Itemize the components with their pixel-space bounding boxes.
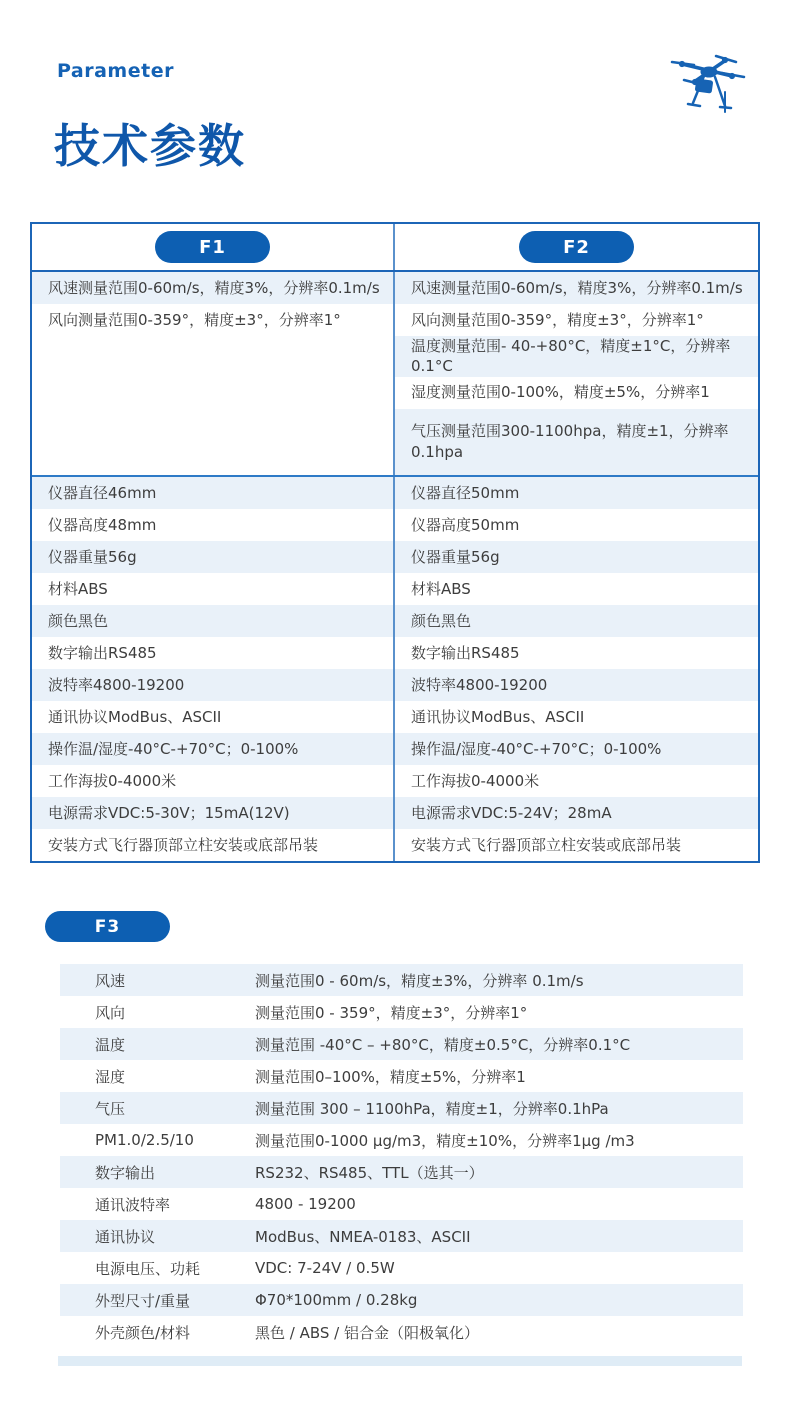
- table-row: [60, 1188, 743, 1220]
- sensor-spec-section: [32, 272, 758, 477]
- f1-operating-range: 操作温/湿度-40°C-+70°C；0-100%: [32, 733, 395, 765]
- f2-humidity-row: 湿度测量范围0-100%，精度±5%，分辨率1: [411, 383, 710, 402]
- f2-wind-direction-row: 风向测量范围0-359°，精度±3°，分辨率1°: [411, 310, 704, 329]
- f2-model-badge: F2: [519, 231, 634, 263]
- f1-mounting: 安装方式飞行器顶部立柱安装或底部吊装: [32, 829, 395, 861]
- f3-pm-value: 测量范围0-1000 μg/m3，精度±10%，分辨率1μg /m3: [255, 1131, 635, 1150]
- f3-protocol-value: ModBus、NMEA-0183、ASCII: [255, 1227, 471, 1246]
- table-row: [60, 1156, 743, 1188]
- f1-baud-rate: 波特率4800-19200: [32, 669, 395, 701]
- f3-wind-speed-value: 测量范围0 - 60m/s，精度±3%，分辨率 0.1m/s: [255, 971, 584, 990]
- f2-baud-rate: 波特率4800-19200: [411, 676, 548, 694]
- f1-protocol: 通讯协议ModBus、ASCII: [32, 701, 395, 733]
- f2-protocol: 通讯协议ModBus、ASCII: [411, 708, 585, 726]
- f2-height: 仪器高度50mm: [411, 516, 520, 534]
- table-row: [32, 477, 758, 509]
- table-row: [60, 1220, 743, 1252]
- table-row: [32, 573, 758, 605]
- table-row: [32, 541, 758, 573]
- table-row: [60, 1284, 743, 1316]
- f2-material: 材料ABS: [411, 580, 471, 598]
- f3-humidity-label: 湿度: [95, 1067, 126, 1086]
- table-row: [60, 1092, 743, 1124]
- f2-color: 颜色黑色: [411, 612, 472, 630]
- f1-header-cell: [32, 224, 395, 270]
- table-row: [32, 509, 758, 541]
- f2-wind-speed-row: 风速测量范围0-60m/s，精度3%，分辨率0.1m/s: [395, 272, 758, 304]
- f3-digital-output-value: RS232、RS485、TTL（选其一）: [255, 1163, 484, 1182]
- comparison-table-header: [32, 224, 758, 272]
- f3-humidity-value: 测量范围0–100%，精度±5%，分辨率1: [255, 1067, 526, 1086]
- f2-power: 电源需求VDC:5-24V；28mA: [411, 804, 612, 822]
- f3-pressure-label: 气压: [95, 1099, 126, 1118]
- f3-dimensions-value: Φ70*100mm / 0.28kg: [255, 1291, 418, 1309]
- f1-model-badge: F1: [155, 231, 270, 263]
- f3-wind-speed-label: 风速: [95, 971, 126, 990]
- f3-baud-rate-value: 4800 - 19200: [255, 1195, 356, 1213]
- f3-pressure-value: 测量范围 300 – 1100hPa，精度±1，分辨率0.1hPa: [255, 1099, 609, 1118]
- f3-power-value: VDC: 7-24V / 0.5W: [255, 1259, 395, 1277]
- f2-operating-range: 操作温/湿度-40°C-+70°C；0-100%: [411, 740, 662, 758]
- table-row: [32, 637, 758, 669]
- bottom-accent-strip: [58, 1356, 742, 1366]
- page-title: 技术参数: [54, 119, 246, 173]
- eyebrow-label: Parameter: [57, 60, 174, 82]
- f2-pressure-row: 气压测量范围300-1100hpa，精度±1，分辨率 0.1hpa: [395, 409, 758, 475]
- f2-diameter: 仪器直径50mm: [411, 484, 520, 502]
- f2-header-cell: [395, 224, 758, 270]
- f1-color: 颜色黑色: [32, 605, 395, 637]
- f2-altitude: 工作海拔0-4000米: [411, 772, 540, 790]
- drone-icon: [668, 48, 750, 122]
- f1-altitude: 工作海拔0-4000米: [32, 765, 395, 797]
- table-row: [32, 797, 758, 829]
- table-row: [60, 964, 743, 996]
- f3-baud-rate-label: 通讯波特率: [95, 1195, 171, 1214]
- f3-housing-label: 外壳颜色/材料: [95, 1323, 191, 1342]
- table-row: [32, 701, 758, 733]
- f1-wind-speed-row: 风速测量范围0-60m/s，精度3%，分辨率0.1m/s: [32, 272, 393, 304]
- f3-temperature-value: 测量范围 -40°C – +80°C，精度±0.5°C，分辨率0.1°C: [255, 1035, 631, 1054]
- table-row: [32, 765, 758, 797]
- f1-sensor-column: [32, 272, 395, 475]
- f3-temperature-label: 温度: [95, 1035, 126, 1054]
- f1-material: 材料ABS: [32, 573, 395, 605]
- table-row: [32, 829, 758, 861]
- f3-pm-label: PM1.0/2.5/10: [95, 1131, 194, 1149]
- table-row: [60, 1028, 743, 1060]
- table-row: [32, 605, 758, 637]
- f3-protocol-label: 通讯协议: [95, 1227, 156, 1246]
- f3-wind-direction-label: 风向: [95, 1003, 126, 1022]
- f1-empty-area: [32, 336, 393, 475]
- general-spec-section: [32, 477, 758, 861]
- f2-sensor-column: [395, 272, 758, 475]
- f2-weight: 仪器重量56g: [411, 548, 500, 566]
- f3-dimensions-label: 外型尺寸/重量: [95, 1291, 191, 1310]
- f3-digital-output-label: 数字输出: [95, 1163, 156, 1182]
- table-row: [60, 1252, 743, 1284]
- f2-mounting: 安装方式飞行器顶部立柱安装或底部吊装: [411, 836, 682, 854]
- f2-temperature-row: 温度测量范围- 40-+80°C，精度±1°C，分辨率0.1°C: [395, 336, 758, 377]
- table-row: [60, 1316, 743, 1348]
- f1-weight: 仪器重量56g: [32, 541, 395, 573]
- f1-f2-comparison-table: [30, 222, 760, 863]
- f1-digital-output: 数字输出RS485: [32, 637, 395, 669]
- f2-digital-output: 数字输出RS485: [411, 644, 520, 662]
- f3-housing-value: 黑色 / ABS / 铝合金（阳极氧化）: [255, 1323, 479, 1342]
- f3-spec-table: [60, 964, 743, 1348]
- table-row: [60, 1060, 743, 1092]
- table-row: [32, 669, 758, 701]
- f3-model-badge: F3: [45, 911, 170, 942]
- table-row: [60, 996, 743, 1028]
- table-row: [32, 733, 758, 765]
- f1-height: 仪器高度48mm: [32, 509, 395, 541]
- f1-diameter: 仪器直径46mm: [32, 477, 395, 509]
- f1-wind-direction-row: 风向测量范围0-359°，精度±3°，分辨率1°: [48, 310, 341, 329]
- f1-power: 电源需求VDC:5-30V；15mA(12V): [32, 797, 395, 829]
- f3-power-label: 电源电压、功耗: [95, 1259, 201, 1278]
- f3-wind-direction-value: 测量范围0 - 359°，精度±3°，分辨率1°: [255, 1003, 528, 1022]
- table-row: [60, 1124, 743, 1156]
